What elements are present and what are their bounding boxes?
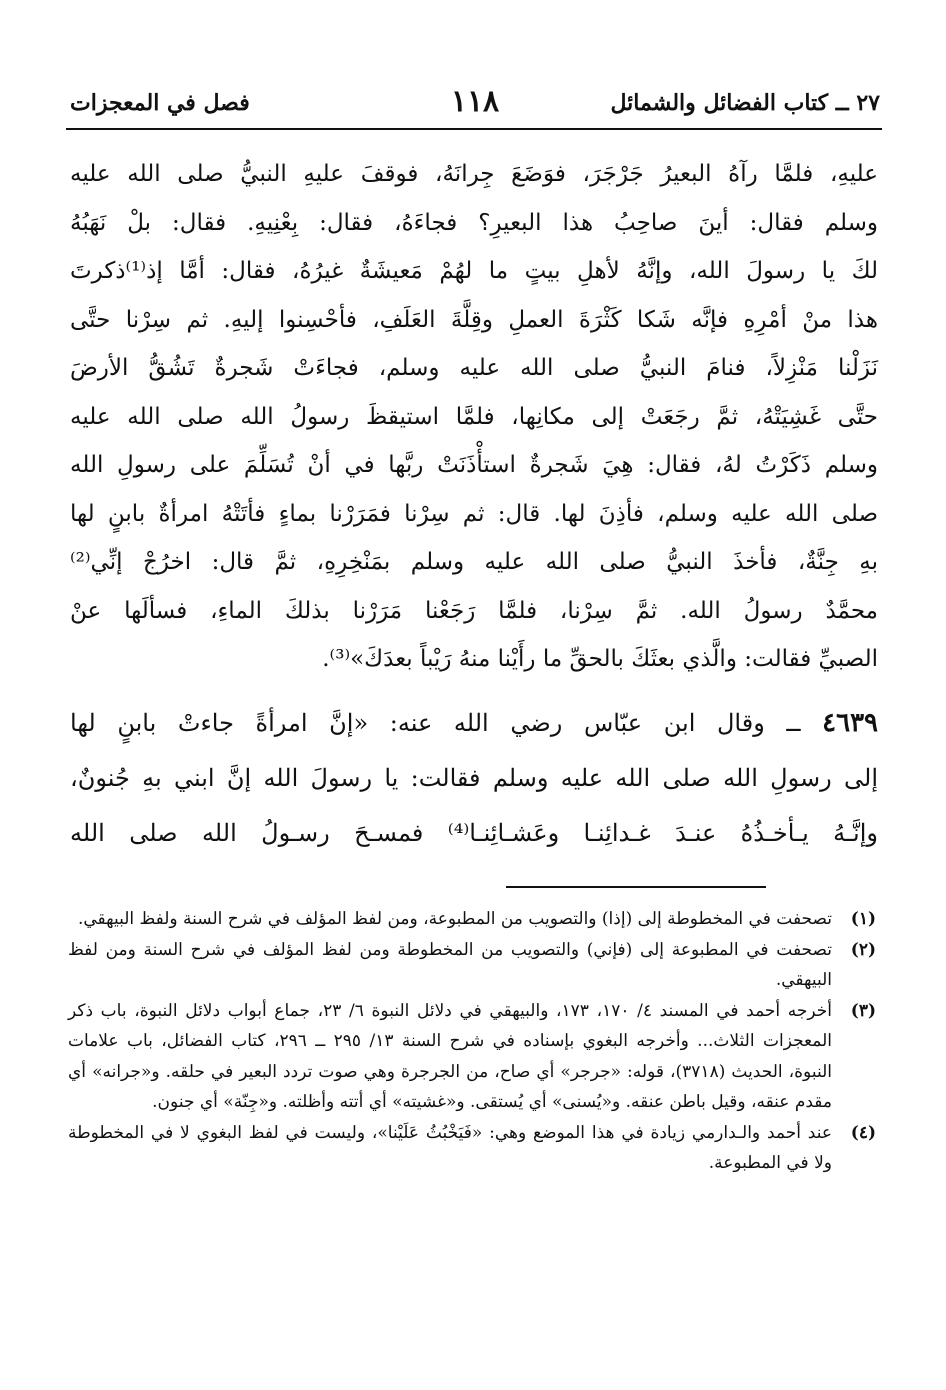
hadith-line: إلى رسولِ الله صلى الله عليه وسلم فقالت: يا رسولَ الله إنَّ ابني بهِ جُنونٌ، [70,764,878,792]
hadith-entry [70,696,878,861]
running-header [70,84,880,128]
footnote-number: (٤) [850,1122,876,1143]
footnotes [68,904,876,1179]
main-text [70,150,878,684]
hadith-number: ٤٦٣٩ [822,708,878,738]
text-line: عليهِ، فلمَّا رآهُ البعيرُ جَرْجَرَ، فوَضَعَ جِرانَهُ، فوقفَ عليهِ النبيُّ صلى الله عليه [70,161,878,187]
hadith-line: وإنَّـهُ يـأخـذُهُ عنـدَ غـدائِنـا وعَشـائِنـا⁽⁴⁾ فمسـحَ رسـولُ الله صلى الله [70,819,878,847]
footnote [68,996,876,1118]
text-line: الصبيِّ فقالت: والَّذي بعثَكَ بالحقِّ ما رأَيْنا منهُ رَيْباً بعدَكَ»⁽³⁾. [322,646,878,672]
footnote [68,904,876,935]
footnote-text: أخرجه أحمد في المسند ٤/ ١٧٠، ١٧٣، والبيهقي في دلائل النبوة ٦/ ٢٣، جماع أبواب دلائل النبوة، باب ذكر المعجزات الثلاث... وأخرجه البغوي بإسناده في شرح السنة ١٣/ ٢٩٥ ــ ٢٩٦، كتاب الفضائل، باب علامات النبوة، الحديث (٣٧١٨)، قوله: «جرجر» أي صاح، من الجرجرة وهي صوت تردد البعير في حلقه. و«جرانه» أي مقدم عنقه، وقيل باطن عنقه. و«يُسنى» أي يُستقى. و«غشيته» أي أتته وأظلته. و«جِنّة» أي جنون. [68,1000,833,1112]
footnote-number: (١) [850,909,876,929]
footnote-divider [506,886,766,888]
footnote-number: (٢) [850,939,876,960]
text-line: صلى الله عليه وسلم، فأذِنَ لها. قال: ثم سِرْنا فمَرَرْنا بماءٍ فأتَتْهُ امرأةٌ بابنٍ لها [70,500,878,527]
text-line: حتَّى غَشِيَتْهُ، ثمَّ رجَعَتْ إلى مكانِها، فلمَّا استيقظَ رسولُ الله صلى الله عليه [70,403,878,430]
page-number: ١١٨ [450,84,500,119]
footnote-text: تصحفت في المطبوعة إلى (فإني) والتصويب من المخطوطة ومن لفظ المؤلف في شرح السنة ومن لفظ البيهقي. [68,939,832,990]
text-line: وسلم فقال: أينَ صاحِبُ هذا البعيرِ؟ فجاءَهُ، فقال: بِعْنِيهِ. فقال: بلْ نَهَبُهُ [70,209,878,236]
text-line: هذا منْ أمْرِهِ فإنَّه شَكا كَثْرَةَ العملِ وقِلَّةَ العَلَفِ، فأحْسِنوا إليهِ. ثم سِرْنا حتَّى [70,306,878,333]
footnote [68,1118,876,1179]
hadith-line [70,696,878,751]
header-divider [66,128,882,130]
text-line: نَزَلْنا مَنْزِلاً، فنامَ النبيُّ صلى الله عليه وسلم، فجاءَتْ شَجرةٌ تَشُقُّ الأرضَ [70,355,878,381]
footnote-text: عند أحمد والـدارمي زيادة في هذا الموضع وهي: «فَيَخْبُثُ عَلَيْنا»، وليست في لفظ البغوي لا في المخطوطة ولا في المطبوعة. [68,1122,832,1173]
text-line: محمَّدٌ رسولُ الله. ثمَّ سِرْنا، فلمَّا رَجَعْنا مَرَرْنا بذلكَ الماءِ، فسألَها عنْ [70,597,878,624]
text-line: لكَ يا رسولَ الله، وإنَّهُ لأهلِ بيتٍ ما لهُمْ مَعيشَةٌ غيرُهُ، فقال: أمَّا إذ⁽¹⁾ذكرتَ [70,258,878,284]
footnote-number: (٣) [850,1000,876,1021]
hadith-text: ــ وقال ابن عبّاس رضي الله عنه: «إنَّ امرأةً جاءتْ بابنٍ لها [70,709,801,737]
text-line: وسلم ذَكَرْتُ لهُ، فقال: هِيَ شَجرةٌ استأْذَنَتْ ربَّها في أنْ تُسَلِّمَ على رسولِ الله [70,452,878,478]
footnote [68,935,876,996]
chapter-title: ٢٧ ــ كتاب الفضائل والشمائل [610,90,880,116]
footnote-text: تصحفت في المخطوطة إلى (إذا) والتصويب من المطبوعة، ومن لفظ المؤلف في شرح السنة ولفظ البيهقي. [77,909,832,929]
section-title: فصل في المعجزات [70,90,250,116]
text-line: بهِ جِنَّةٌ، فأخذَ النبيُّ صلى الله عليه وسلم بمَنْخِرِهِ، ثمَّ قال: اخرُجْ إنِّي⁽²⁾ [70,549,878,575]
